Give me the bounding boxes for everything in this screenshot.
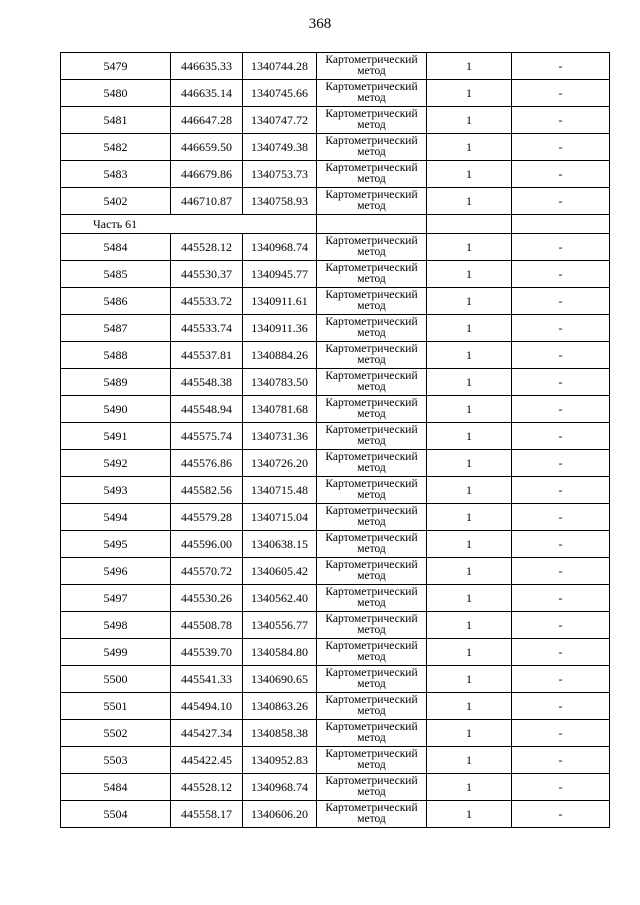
value-cell: 1 (427, 107, 512, 134)
y-coordinate-cell: 1340911.61 (243, 288, 317, 315)
point-id-cell: 5479 (61, 53, 171, 80)
y-coordinate-cell: 1340945.77 (243, 261, 317, 288)
x-coordinate-cell: 445541.33 (171, 666, 243, 693)
value-cell: 1 (427, 161, 512, 188)
x-coordinate-cell: 446635.33 (171, 53, 243, 80)
value-cell: 1 (427, 261, 512, 288)
point-id-cell: 5480 (61, 80, 171, 107)
point-id-cell: 5496 (61, 558, 171, 585)
table-row (61, 188, 610, 215)
point-id-cell: 5488 (61, 342, 171, 369)
point-id-cell: 5490 (61, 396, 171, 423)
table-row (61, 423, 610, 450)
note-cell: - (512, 666, 610, 693)
note-cell: - (512, 369, 610, 396)
x-coordinate-cell: 445582.56 (171, 477, 243, 504)
x-coordinate-cell: 445508.78 (171, 612, 243, 639)
y-coordinate-cell: 1340605.42 (243, 558, 317, 585)
table-row (61, 666, 610, 693)
method-cell: Картометрический метод (317, 693, 427, 720)
table-row (61, 531, 610, 558)
value-cell: 1 (427, 423, 512, 450)
method-cell: Картометрический метод (317, 134, 427, 161)
y-coordinate-cell: 1340744.28 (243, 53, 317, 80)
table-row (61, 693, 610, 720)
point-id-cell: 5484 (61, 234, 171, 261)
point-id-cell: 5502 (61, 720, 171, 747)
table-row (61, 720, 610, 747)
table-row (61, 774, 610, 801)
x-coordinate-cell: 445576.86 (171, 450, 243, 477)
value-cell: 1 (427, 612, 512, 639)
y-coordinate-cell: 1340745.66 (243, 80, 317, 107)
x-coordinate-cell: 446635.14 (171, 80, 243, 107)
value-cell: 1 (427, 477, 512, 504)
point-id-cell: 5484 (61, 774, 171, 801)
point-id-cell: 5493 (61, 477, 171, 504)
point-id-cell: 5499 (61, 639, 171, 666)
table-row (61, 288, 610, 315)
x-coordinate-cell: 445558.17 (171, 801, 243, 828)
method-cell: Картометрический метод (317, 612, 427, 639)
method-cell: Картометрический метод (317, 107, 427, 134)
y-coordinate-cell: 1340749.38 (243, 134, 317, 161)
x-coordinate-cell: 445548.94 (171, 396, 243, 423)
table-row (61, 558, 610, 585)
note-cell: - (512, 161, 610, 188)
table-row (61, 639, 610, 666)
method-cell: Картометрический метод (317, 288, 427, 315)
table-row (61, 477, 610, 504)
note-cell: - (512, 80, 610, 107)
x-coordinate-cell: 445539.70 (171, 639, 243, 666)
value-cell: 1 (427, 720, 512, 747)
value-cell: 1 (427, 288, 512, 315)
point-id-cell: 5483 (61, 161, 171, 188)
value-cell: 1 (427, 396, 512, 423)
note-cell: - (512, 801, 610, 828)
value-cell: 1 (427, 134, 512, 161)
point-id-cell: 5481 (61, 107, 171, 134)
x-coordinate-cell: 445427.34 (171, 720, 243, 747)
table-row (61, 53, 610, 80)
method-cell: Картометрический метод (317, 396, 427, 423)
method-cell: Картометрический метод (317, 801, 427, 828)
x-coordinate-cell: 446659.50 (171, 134, 243, 161)
x-coordinate-cell: 446710.87 (171, 188, 243, 215)
value-cell: 1 (427, 53, 512, 80)
empty-cell (512, 215, 610, 234)
x-coordinate-cell: 445528.12 (171, 234, 243, 261)
method-cell: Картометрический метод (317, 720, 427, 747)
method-cell: Картометрический метод (317, 639, 427, 666)
value-cell: 1 (427, 639, 512, 666)
y-coordinate-cell: 1340747.72 (243, 107, 317, 134)
page-number: 368 (308, 16, 332, 32)
note-cell: - (512, 477, 610, 504)
value-cell: 1 (427, 450, 512, 477)
value-cell: 1 (427, 342, 512, 369)
note-cell: - (512, 315, 610, 342)
point-id-cell: 5498 (61, 612, 171, 639)
x-coordinate-cell: 446647.28 (171, 107, 243, 134)
note-cell: - (512, 396, 610, 423)
note-cell: - (512, 261, 610, 288)
method-cell: Картометрический метод (317, 747, 427, 774)
note-cell: - (512, 134, 610, 161)
table-row (61, 134, 610, 161)
value-cell: 1 (427, 747, 512, 774)
value-cell: 1 (427, 801, 512, 828)
value-cell: 1 (427, 774, 512, 801)
method-cell: Картометрический метод (317, 369, 427, 396)
method-cell: Картометрический метод (317, 188, 427, 215)
y-coordinate-cell: 1340968.74 (243, 234, 317, 261)
y-coordinate-cell: 1340753.73 (243, 161, 317, 188)
note-cell: - (512, 639, 610, 666)
method-cell: Картометрический метод (317, 234, 427, 261)
point-id-cell: 5489 (61, 369, 171, 396)
note-cell: - (512, 288, 610, 315)
method-cell: Картометрический метод (317, 423, 427, 450)
point-id-cell: 5482 (61, 134, 171, 161)
method-cell: Картометрический метод (317, 774, 427, 801)
y-coordinate-cell: 1340758.93 (243, 188, 317, 215)
y-coordinate-cell: 1340556.77 (243, 612, 317, 639)
y-coordinate-cell: 1340715.04 (243, 504, 317, 531)
y-coordinate-cell: 1340783.50 (243, 369, 317, 396)
point-id-cell: 5486 (61, 288, 171, 315)
note-cell: - (512, 342, 610, 369)
note-cell: - (512, 234, 610, 261)
method-cell: Картометрический метод (317, 558, 427, 585)
method-cell: Картометрический метод (317, 261, 427, 288)
note-cell: - (512, 188, 610, 215)
y-coordinate-cell: 1340606.20 (243, 801, 317, 828)
y-coordinate-cell: 1340726.20 (243, 450, 317, 477)
value-cell: 1 (427, 504, 512, 531)
table-row (61, 612, 610, 639)
table-row (61, 107, 610, 134)
point-id-cell: 5503 (61, 747, 171, 774)
point-id-cell: 5492 (61, 450, 171, 477)
empty-cell (427, 215, 512, 234)
table-row (61, 801, 610, 828)
x-coordinate-cell: 445528.12 (171, 774, 243, 801)
method-cell: Картометрический метод (317, 80, 427, 107)
x-coordinate-cell: 445530.37 (171, 261, 243, 288)
method-cell: Картометрический метод (317, 531, 427, 558)
note-cell: - (512, 747, 610, 774)
x-coordinate-cell: 445548.38 (171, 369, 243, 396)
x-coordinate-cell: 446679.86 (171, 161, 243, 188)
table-row (61, 161, 610, 188)
value-cell: 1 (427, 315, 512, 342)
point-id-cell: 5491 (61, 423, 171, 450)
note-cell: - (512, 612, 610, 639)
x-coordinate-cell: 445537.81 (171, 342, 243, 369)
note-cell: - (512, 423, 610, 450)
y-coordinate-cell: 1340911.36 (243, 315, 317, 342)
value-cell: 1 (427, 585, 512, 612)
note-cell: - (512, 53, 610, 80)
y-coordinate-cell: 1340781.68 (243, 396, 317, 423)
value-cell: 1 (427, 666, 512, 693)
part-label: Часть 61 (61, 215, 317, 234)
note-cell: - (512, 558, 610, 585)
y-coordinate-cell: 1340968.74 (243, 774, 317, 801)
empty-cell (317, 215, 427, 234)
x-coordinate-cell: 445575.74 (171, 423, 243, 450)
method-cell: Картометрический метод (317, 666, 427, 693)
y-coordinate-cell: 1340858.38 (243, 720, 317, 747)
table-body (61, 53, 610, 828)
x-coordinate-cell: 445533.74 (171, 315, 243, 342)
y-coordinate-cell: 1340638.15 (243, 531, 317, 558)
y-coordinate-cell: 1340884.26 (243, 342, 317, 369)
y-coordinate-cell: 1340715.48 (243, 477, 317, 504)
y-coordinate-cell: 1340952.83 (243, 747, 317, 774)
point-id-cell: 5497 (61, 585, 171, 612)
point-id-cell: 5495 (61, 531, 171, 558)
note-cell: - (512, 774, 610, 801)
table-row (61, 80, 610, 107)
method-cell: Картометрический метод (317, 477, 427, 504)
table-row (61, 396, 610, 423)
note-cell: - (512, 107, 610, 134)
method-cell: Картометрический метод (317, 315, 427, 342)
note-cell: - (512, 693, 610, 720)
value-cell: 1 (427, 369, 512, 396)
y-coordinate-cell: 1340562.40 (243, 585, 317, 612)
x-coordinate-cell: 445494.10 (171, 693, 243, 720)
table-row (61, 342, 610, 369)
value-cell: 1 (427, 234, 512, 261)
table-row (61, 234, 610, 261)
note-cell: - (512, 531, 610, 558)
x-coordinate-cell: 445579.28 (171, 504, 243, 531)
value-cell: 1 (427, 188, 512, 215)
table-row (61, 747, 610, 774)
point-id-cell: 5487 (61, 315, 171, 342)
method-cell: Картометрический метод (317, 450, 427, 477)
y-coordinate-cell: 1340584.80 (243, 639, 317, 666)
point-id-cell: 5485 (61, 261, 171, 288)
point-id-cell: 5500 (61, 666, 171, 693)
method-cell: Картометрический метод (317, 504, 427, 531)
method-cell: Картометрический метод (317, 342, 427, 369)
table-row (61, 504, 610, 531)
point-id-cell: 5402 (61, 188, 171, 215)
y-coordinate-cell: 1340690.65 (243, 666, 317, 693)
part-header-row (61, 215, 610, 234)
x-coordinate-cell: 445533.72 (171, 288, 243, 315)
x-coordinate-cell: 445570.72 (171, 558, 243, 585)
coordinates-table (60, 52, 610, 828)
note-cell: - (512, 504, 610, 531)
x-coordinate-cell: 445422.45 (171, 747, 243, 774)
value-cell: 1 (427, 80, 512, 107)
note-cell: - (512, 720, 610, 747)
point-id-cell: 5494 (61, 504, 171, 531)
y-coordinate-cell: 1340731.36 (243, 423, 317, 450)
value-cell: 1 (427, 558, 512, 585)
table-row (61, 261, 610, 288)
method-cell: Картометрический метод (317, 161, 427, 188)
point-id-cell: 5501 (61, 693, 171, 720)
point-id-cell: 5504 (61, 801, 171, 828)
table-row (61, 315, 610, 342)
x-coordinate-cell: 445530.26 (171, 585, 243, 612)
note-cell: - (512, 450, 610, 477)
value-cell: 1 (427, 693, 512, 720)
method-cell: Картометрический метод (317, 585, 427, 612)
table-row (61, 585, 610, 612)
method-cell: Картометрический метод (317, 53, 427, 80)
table-row (61, 369, 610, 396)
note-cell: - (512, 585, 610, 612)
y-coordinate-cell: 1340863.26 (243, 693, 317, 720)
table-row (61, 450, 610, 477)
value-cell: 1 (427, 531, 512, 558)
x-coordinate-cell: 445596.00 (171, 531, 243, 558)
